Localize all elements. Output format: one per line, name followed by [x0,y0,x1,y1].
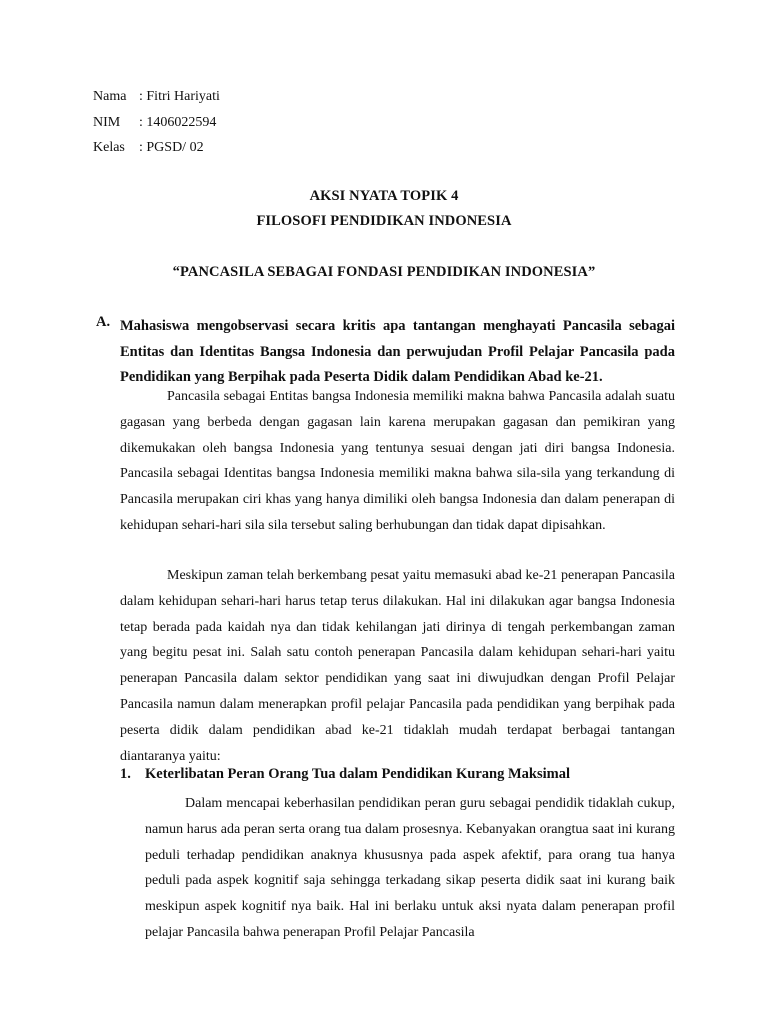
document-theme: “PANCASILA SEBAGAI FONDASI PENDIDIKAN INDONESIA” [172,264,596,280]
name-value: : Fitri Hariyati [139,89,220,104]
class-value: : PGSD/ 02 [139,140,204,155]
nim-row [93,112,220,138]
class-label: Kelas [93,140,125,155]
name-label: Nama [93,89,127,104]
name-row [93,86,220,112]
point-1-heading: Keterlibatan Peran Orang Tua dalam Pendidikan Kurang Maksimal [145,766,570,782]
document-title: AKSI NYATA TOPIK 4 [309,188,459,204]
nim-value: : 1406022594 [139,114,217,130]
point-1-paragraph: Dalam mencapai keberhasilan pendidikan peran guru sebagai pendidik tidaklah cukup, namun harus ada peran serta orang tua dalam prosesnya. Kebanyakan orangtua saat ini kurang peduli terhadap pendidikan anaknya khususnya pada aspek afektif, para orang tua hanya peduli pada aspek kognitif saja sehingga terkadang sikap peserta didik saat ini kurang baik meskipun aspek kognitif nya baik. Hal ini berlaku untuk aksi nyata dalam penerapan profil pelajar Pancasila bahwa penerapan Profil Pelajar Pancasila [145,796,675,940]
section-a-heading: Mahasiswa mengobservasi secara kritis apa tantangan menghayati Pancasila sebagai Entitas dan Identitas Bangsa Indonesia dan perwujudan Profil Pelajar Pancasila pada Pendidikan yang Berpihak pada Peserta Didik dalam Pendidikan Abad ke-21. [120,318,675,385]
section-a-paragraph-2: Meskipun zaman telah berkembang pesat yaitu memasuki abad ke-21 penerapan Pancasila dalam kehidupan sehari-hari harus tetap terus dilakukan. Hal ini dilakukan agar bangsa Indonesia tetap berada pada kaidah nya dan tidak kehilangan jati dirinya di tengah perkembangan zaman yang begitu pesat ini. Salah satu contoh penerapan Pancasila dalam kehidupan sehari-hari yaitu penerapan Pancasila dalam sektor pendidikan yang saat ini diwujudkan dengan Profil Pelajar Pancasila namun dalam menerapkan profil pelajar Pancasila pada pendidikan yang berpihak pada peserta didik dalam pendidikan abad ke-21 tidaklah mudah terdapat berbagai tantangan diantaranya yaitu: [120,568,675,764]
section-a-paragraph-1: Pancasila sebagai Entitas bangsa Indonesia memiliki makna bahwa Pancasila adalah suatu gagasan yang berbeda dengan gagasan lain karena merupakan gagasan dan pemikiran yang dikemukakan oleh bangsa Indonesia yang tentunya sesuai dengan jati diri bangsa Indonesia. Pancasila sebagai Identitas bangsa Indonesia memiliki makna bahwa sila-sila yang terkandung di Pancasila merupakan ciri khas yang hanya dimiliki oleh bangsa Indonesia dan dalam penerapan di kehidupan sehari-hari sila sila tersebut saling berhubungan dan tidak dapat dipisahkan. [120,389,675,533]
point-1-number: 1. [120,766,131,782]
class-row [93,137,220,163]
document-subtitle: FILOSOFI PENDIDIKAN INDONESIA [256,213,512,229]
section-a-letter: A. [96,314,111,330]
student-identity [93,86,220,163]
nim-label: NIM [93,114,121,130]
